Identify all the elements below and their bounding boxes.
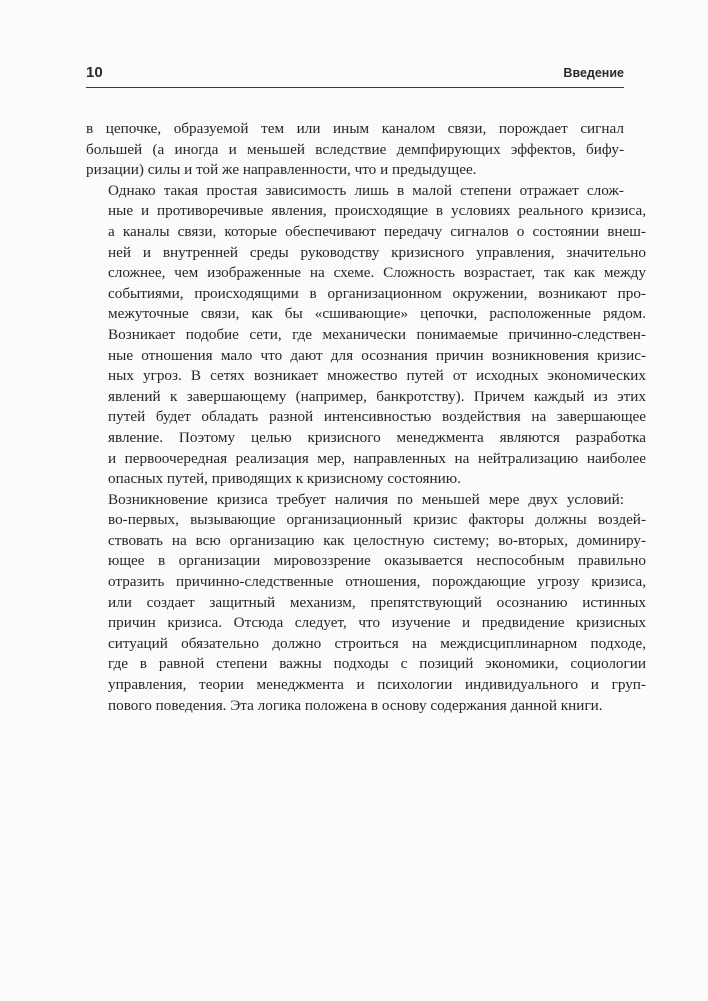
text-line: где в равной степени важны подходы с позиций экономики, социологии xyxy=(108,655,646,673)
text-line: ные и противоречивые явления, происходящие в условиях реального кризиса, xyxy=(108,202,646,220)
text-line: Возникновение кризиса требует наличия по меньшей мере двух условий: xyxy=(108,490,624,508)
section-title: Введение xyxy=(563,66,624,80)
text-line: а каналы связи, которые обеспечивают передачу сигналов о состоянии внеш- xyxy=(108,222,646,240)
text-line: Однако такая простая зависимость лишь в малой степени отражает слож- xyxy=(108,181,624,199)
text-line: большей (а иногда и меньшей вследствие демпфирующих эффектов, бифу- xyxy=(86,140,625,158)
text-line: отразить причинно-следственные отношения, порождающие угрозу кризиса, xyxy=(108,573,646,591)
text-line: ситуаций обязательно должно строиться на междисциплинарном подходе, xyxy=(108,634,646,652)
running-head xyxy=(86,62,624,84)
text-line: опасных путей, приводящих к кризисному состоянию. xyxy=(108,470,461,488)
page-number: 10 xyxy=(86,64,103,81)
header-rule xyxy=(86,87,624,88)
text-line: ризации) силы и той же направленности, что и предыдущее. xyxy=(86,161,477,179)
text-line: ющее в организации мировоззрение оказывается неспособным правильно xyxy=(108,552,646,570)
text-line: ней и внутренней среды руководству кризисного управления, значительно xyxy=(108,243,646,261)
text-line: ствовать на всю организацию как целостную систему; во-вторых, доминиру- xyxy=(108,531,647,549)
text-line: управления, теории менеджмента и психологии индивидуального и груп- xyxy=(108,676,646,694)
text-line: пового поведения. Эта логика положена в основу содержания данной книги. xyxy=(108,696,603,714)
text-line: межуточные связи, как бы «сшивающие» цепочки, расположенные рядом. xyxy=(108,305,646,323)
body-text xyxy=(86,119,647,716)
text-line: Возникает подобие сети, где механически понимаемые причинно-следствен- xyxy=(108,325,646,343)
text-line: событиями, происходящими в организационном окружении, возникают про- xyxy=(108,284,646,302)
text-line: явление. Поэтому целью кризисного менеджмента являются разработка xyxy=(108,428,646,446)
text-line: явлений к завершающему (например, банкротству). Причем каждый из этих xyxy=(108,387,646,405)
text-line: ные отношения мало что дают для осознания причин возникновения кризис- xyxy=(108,346,646,364)
text-line: в цепочке, образуемой тем или иным каналом связи, порождает сигнал xyxy=(86,120,624,137)
text-line: во-первых, вызывающие организационный кризис факторы должны воздей- xyxy=(108,511,646,529)
text-line: ных угроз. В сетях возникает множество путей от исходных экономических xyxy=(108,367,647,385)
text-line: сложнее, чем изображенные на схеме. Сложность возрастает, так как между xyxy=(108,264,646,282)
text-line: причин кризиса. Отсюда следует, что изучение и предвидение кризисных xyxy=(108,614,646,632)
text-line: и первоочередная реализация мер, направленных на нейтрализацию наиболее xyxy=(108,449,646,467)
text-line: путей будет обладать разной интенсивностью воздействия на завершающее xyxy=(108,408,646,426)
paragraph xyxy=(86,181,647,490)
paragraph xyxy=(86,119,624,181)
paragraph xyxy=(86,490,647,717)
text-line: или создает защитный механизм, препятствующий осознанию истинных xyxy=(108,593,646,611)
